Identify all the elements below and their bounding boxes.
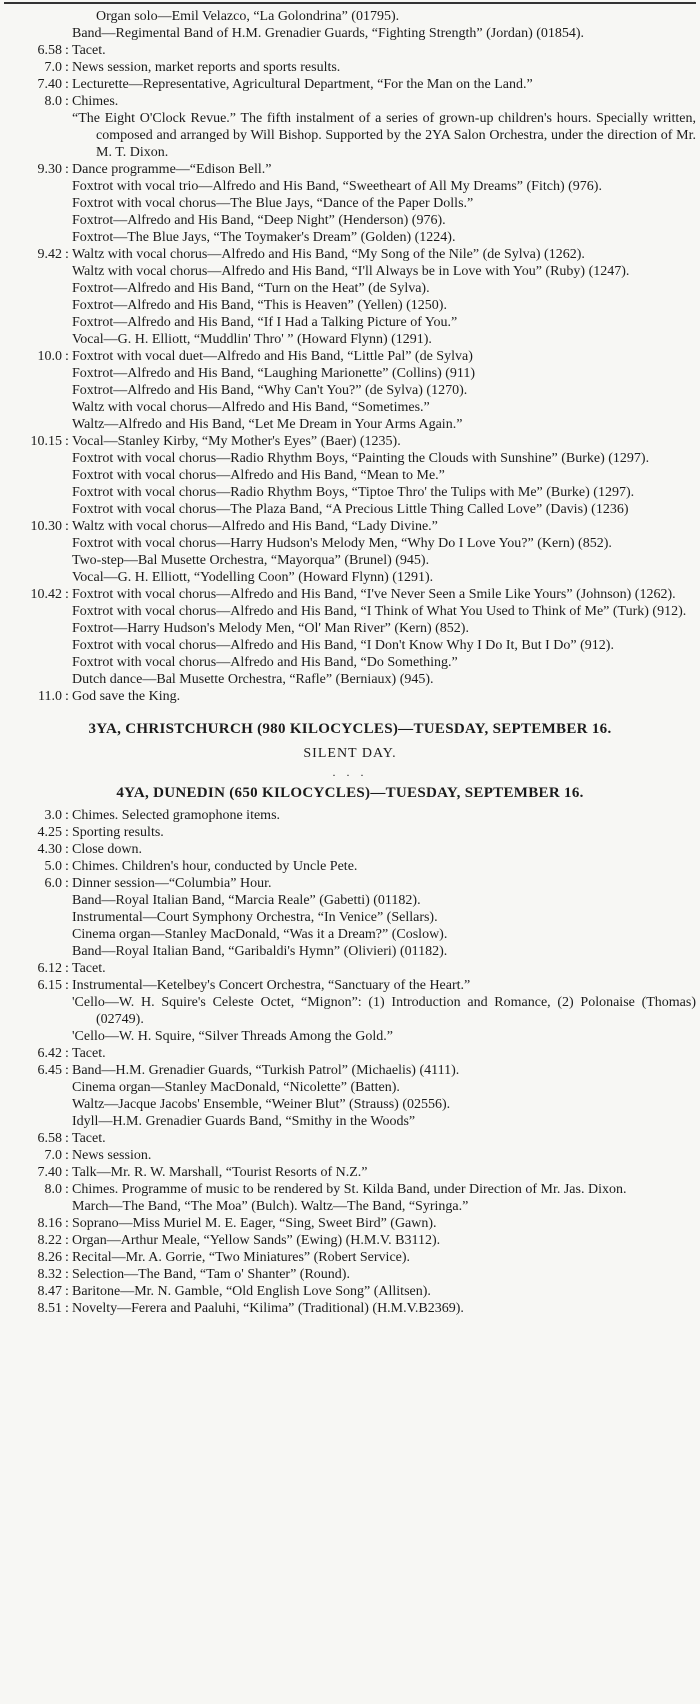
entry-time: 6.42: [37, 1046, 62, 1061]
programme-item: God save the King.: [72, 689, 181, 704]
entry-items: [72, 1266, 696, 1283]
programme-item: Dance programme—“Edison Bell.”: [72, 162, 272, 177]
time-separator: :: [65, 349, 69, 364]
programme-item: Foxtrot with vocal chorus—The Plaza Band, “A Precious Little Thing Called Love” (Davis) (1236): [72, 502, 629, 517]
entry-items: [72, 1062, 696, 1130]
entry-items: [72, 518, 696, 586]
programme-entry: [4, 1164, 696, 1181]
entry-items: [72, 1045, 696, 1062]
entry-items: [72, 1130, 696, 1147]
entry-time: 8.16: [37, 1216, 62, 1231]
time-separator: :: [65, 859, 69, 874]
station-heading-4ya: 4YA, DUNEDIN (650 KILOCYCLES)—TUESDAY, SEPTEMBER 16.: [116, 785, 584, 801]
entry-time: 8.22: [37, 1233, 62, 1248]
programme-item: Foxtrot with vocal chorus—Radio Rhythm Boys, “Tiptoe Thro' the Tulips with Me” (Burke) (1297).: [72, 485, 635, 500]
entry-time: 4.25: [37, 825, 62, 840]
programme-item: Waltz with vocal chorus—Alfredo and His Band, “I'll Always be in Love with You” (Ruby) (1247).: [72, 264, 630, 279]
programme-entry: [4, 1266, 696, 1283]
programme-item: 'Cello—W. H. Squire, “Silver Threads Among the Gold.”: [72, 1029, 393, 1044]
entry-items: [72, 1181, 696, 1215]
entry-time: 3.0: [44, 808, 62, 823]
programme-entry: [4, 246, 696, 348]
entry-time: 7.0: [44, 60, 62, 75]
time-separator: :: [65, 60, 69, 75]
time-separator: :: [65, 1301, 69, 1316]
entry-items: [72, 807, 696, 824]
entry-time: 9.30: [37, 162, 62, 177]
programme-entry: [4, 858, 696, 875]
programme-entry: [4, 1215, 696, 1232]
programme-item: Organ—Arthur Meale, “Yellow Sands” (Ewing) (H.M.V. B3112).: [72, 1233, 441, 1248]
time-separator: :: [65, 808, 69, 823]
programme-entry: [4, 76, 696, 93]
entry-time: 10.42: [30, 587, 62, 602]
programme-item: Chimes. Programme of music to be rendered by St. Kilda Band, under Direction of Mr. Jas. Dixon.: [72, 1182, 627, 1197]
programme-item: Dutch dance—Bal Musette Orchestra, “Rafle” (Berniaux) (945).: [72, 672, 434, 687]
time-separator: :: [65, 1165, 69, 1180]
programme-item: Organ solo—Emil Velazco, “La Golondrina” (01795).: [96, 9, 400, 24]
programme-entry: [4, 348, 696, 433]
programme-entry: [4, 1130, 696, 1147]
programme-entry: [4, 688, 696, 705]
entry-items: [72, 977, 696, 1045]
entry-items: [72, 875, 696, 960]
station-heading-3ya: 3YA, CHRISTCHURCH (980 KILOCYCLES)—TUESDAY, SEPTEMBER 16.: [88, 721, 612, 737]
entry-time: 7.40: [37, 1165, 62, 1180]
entry-time: 6.15: [37, 978, 62, 993]
entry-items: [72, 76, 696, 93]
programme-entry: [4, 1045, 696, 1062]
time-separator: :: [65, 43, 69, 58]
programme-entry: [4, 807, 696, 824]
programme-item: Lecturette—Representative, Agricultural Department, “For the Man on the Land.”: [72, 77, 533, 92]
programme-entry: [4, 42, 696, 59]
top-rule: [4, 2, 696, 4]
time-separator: :: [65, 94, 69, 109]
programme-entry: [4, 518, 696, 586]
programme-item: Foxtrot with vocal chorus—The Blue Jays, “Dance of the Paper Dolls.”: [72, 196, 474, 211]
programme-item: Cinema organ—Stanley MacDonald, “Was it a Dream?” (Coslow).: [72, 927, 448, 942]
entry-items: [72, 1147, 696, 1164]
programme-entry: [4, 433, 696, 518]
entry-items: [72, 841, 696, 858]
time-separator: :: [65, 1267, 69, 1282]
entry-items: [72, 960, 696, 977]
programme-entry: [4, 1300, 696, 1317]
programme-item: Instrumental—Court Symphony Orchestra, “In Venice” (Sellars).: [72, 910, 438, 925]
entry-time: 6.58: [37, 43, 62, 58]
entry-time: 6.58: [37, 1131, 62, 1146]
section-divider-dots: . . .: [332, 765, 368, 779]
programme-item: Foxtrot—Alfredo and His Band, “This is Heaven” (Yellen) (1250).: [72, 298, 447, 313]
programme-entry: [4, 875, 696, 960]
programme-item: Band—Royal Italian Band, “Marcia Reale” (Gabetti) (01182).: [72, 893, 421, 908]
entry-items: [72, 858, 696, 875]
entry-items: [72, 246, 696, 348]
programme-item: Waltz with vocal chorus—Alfredo and His Band, “My Song of the Nile” (de Sylva) (1262).: [72, 247, 585, 262]
time-separator: :: [65, 1250, 69, 1265]
entry-time: 5.0: [44, 859, 62, 874]
entry-time: 8.32: [37, 1267, 62, 1282]
programme-item: Talk—Mr. R. W. Marshall, “Tourist Resorts of N.Z.”: [72, 1165, 368, 1180]
programme-item: Instrumental—Ketelbey's Concert Orchestra, “Sanctuary of the Heart.”: [72, 978, 471, 993]
entry-time: 8.0: [44, 94, 62, 109]
time-separator: :: [65, 1131, 69, 1146]
programme-item: Tacet.: [72, 43, 106, 58]
entry-items: [72, 161, 696, 246]
programme-item: Chimes. Children's hour, conducted by Uncle Pete.: [72, 859, 358, 874]
programme-item: Foxtrot—The Blue Jays, “The Toymaker's Dream” (Golden) (1224).: [72, 230, 456, 245]
programme-entry: [4, 59, 696, 76]
programme-entry: [4, 1181, 696, 1215]
programme-item: Waltz with vocal chorus—Alfredo and His Band, “Lady Divine.”: [72, 519, 438, 534]
entry-items: [72, 93, 696, 161]
programme-item: Vocal—G. H. Elliott, “Muddlin' Thro' ” (Howard Flynn) (1291).: [72, 332, 432, 347]
programme-item: Tacet.: [72, 1131, 106, 1146]
programme-entry: [4, 977, 696, 1045]
programme-item: Band—Royal Italian Band, “Garibaldi's Hymn” (Olivieri) (01182).: [72, 944, 448, 959]
entry-time: 6.0: [44, 876, 62, 891]
programme-item: Foxtrot—Alfredo and His Band, “Deep Night” (Henderson) (976).: [72, 213, 446, 228]
programme-item: Dinner session—“Columbia” Hour.: [72, 876, 272, 891]
programme-item: Foxtrot—Alfredo and His Band, “Laughing Marionette” (Collins) (911): [72, 366, 476, 381]
programme-item: Foxtrot with vocal chorus—Harry Hudson's Melody Men, “Why Do I Love You?” (Kern) (852).: [72, 536, 612, 551]
programme-item: Soprano—Miss Muriel M. E. Eager, “Sing, Sweet Bird” (Gawn).: [72, 1216, 437, 1231]
programme-entry: [4, 8, 696, 42]
programme-item: Foxtrot with vocal chorus—Radio Rhythm Boys, “Painting the Clouds with Sunshine” (Burke) (1297).: [72, 451, 650, 466]
programme-entry: [4, 1232, 696, 1249]
programme-item: Waltz with vocal chorus—Alfredo and His Band, “Sometimes.”: [72, 400, 430, 415]
programme-item: Tacet.: [72, 1046, 106, 1061]
time-separator: :: [65, 1233, 69, 1248]
silent-day-note: SILENT DAY.: [303, 746, 397, 761]
time-separator: :: [65, 1284, 69, 1299]
programme-item: Foxtrot with vocal chorus—Alfredo and His Band, “I Think of What You Used to Think of Me” (Turk) (912).: [72, 604, 687, 619]
entry-items: [72, 1215, 696, 1232]
entry-items: [72, 1232, 696, 1249]
programme-entry: [4, 841, 696, 858]
programme-item: Chimes.: [72, 94, 119, 109]
programme-item: Foxtrot with vocal chorus—Alfredo and His Band, “I've Never Seen a Smile Like Yours” (Johnson) (1262).: [72, 587, 676, 602]
programme-item: Waltz—Alfredo and His Band, “Let Me Dream in Your Arms Again.”: [72, 417, 463, 432]
entry-time: 8.26: [37, 1250, 62, 1265]
time-separator: :: [65, 825, 69, 840]
entry-time: 6.12: [37, 961, 62, 976]
programme-item: Cinema organ—Stanley MacDonald, “Nicolette” (Batten).: [72, 1080, 400, 1095]
time-separator: :: [65, 1046, 69, 1061]
programme-item: Foxtrot with vocal duet—Alfredo and His Band, “Little Pal” (de Sylva): [72, 349, 473, 364]
time-separator: :: [65, 77, 69, 92]
entry-time: 8.47: [37, 1284, 62, 1299]
programme-item: Chimes. Selected gramophone items.: [72, 808, 281, 823]
entry-items: [72, 42, 696, 59]
time-separator: :: [65, 876, 69, 891]
programme-entry: [4, 1147, 696, 1164]
entry-time: 6.45: [37, 1063, 62, 1078]
programme-item: “The Eight O'Clock Revue.” The fifth instalment of a series of grown-up children's hours. Specially written, composed and arranged by Will Bishop. Supported by the 2YA Salon Orchestra, under the direction of Mr. M. T. Dixon.: [72, 111, 696, 160]
programme-item: Foxtrot with vocal chorus—Alfredo and His Band, “Mean to Me.”: [72, 468, 445, 483]
entry-time: 7.0: [44, 1148, 62, 1163]
programme-item: Foxtrot with vocal chorus—Alfredo and His Band, “I Don't Know Why I Do It, But I Do” (912).: [72, 638, 614, 653]
programme-entry: [4, 93, 696, 161]
time-separator: :: [65, 247, 69, 262]
programme-item: Baritone—Mr. N. Gamble, “Old English Love Song” (Allitsen).: [72, 1284, 431, 1299]
programme-entry: [4, 960, 696, 977]
programme-entry: [4, 586, 696, 688]
time-separator: :: [65, 1148, 69, 1163]
entry-items: [72, 8, 696, 42]
entry-time: 11.0: [38, 689, 62, 704]
programme-item: March—The Band, “The Moa” (Bulch). Waltz—The Band, “Syringa.”: [72, 1199, 469, 1214]
programme-4ya: [4, 807, 696, 1317]
time-separator: :: [65, 162, 69, 177]
programme-item: Sporting results.: [72, 825, 164, 840]
entry-time: 7.40: [37, 77, 62, 92]
programme-item: Close down.: [72, 842, 142, 857]
time-separator: :: [65, 587, 69, 602]
programme-page: [4, 8, 696, 1317]
programme-item: Foxtrot with vocal trio—Alfredo and His Band, “Sweetheart of All My Dreams” (Fitch) (976).: [72, 179, 602, 194]
programme-item: News session, market reports and sports results.: [72, 60, 341, 75]
time-separator: :: [65, 1182, 69, 1197]
time-separator: :: [65, 434, 69, 449]
programme-item: Tacet.: [72, 961, 106, 976]
programme-2ya-continued: [4, 8, 696, 705]
programme-entry: [4, 1249, 696, 1266]
programme-item: 'Cello—W. H. Squire's Celeste Octet, “Mignon”: (1) Introduction and Romance, (2) Polonaise (Thomas) (02749).: [72, 995, 696, 1027]
entry-time: 8.0: [44, 1182, 62, 1197]
entry-time: 10.30: [30, 519, 62, 534]
programme-item: Foxtrot—Alfredo and His Band, “If I Had a Talking Picture of You.”: [72, 315, 458, 330]
programme-item: Two-step—Bal Musette Orchestra, “Mayorqua” (Brunel) (945).: [72, 553, 430, 568]
time-separator: :: [65, 1216, 69, 1231]
programme-item: News session.: [72, 1148, 152, 1163]
programme-item: Foxtrot—Alfredo and His Band, “Why Can't You?” (de Sylva) (1270).: [72, 383, 468, 398]
programme-item: Recital—Mr. A. Gorrie, “Two Miniatures” (Robert Service).: [72, 1250, 411, 1265]
programme-entry: [4, 824, 696, 841]
time-separator: :: [65, 961, 69, 976]
programme-item: Idyll—H.M. Grenadier Guards Band, “Smithy in the Woods”: [72, 1114, 416, 1129]
programme-item: Vocal—Stanley Kirby, “My Mother's Eyes” (Baer) (1235).: [72, 434, 401, 449]
entry-time: 10.0: [37, 349, 62, 364]
entry-time: 10.15: [30, 434, 62, 449]
programme-item: Foxtrot with vocal chorus—Alfredo and His Band, “Do Something.”: [72, 655, 458, 670]
entry-items: [72, 1164, 696, 1181]
programme-item: Band—Regimental Band of H.M. Grenadier Guards, “Fighting Strength” (Jordan) (01854).: [72, 26, 585, 41]
entry-items: [72, 824, 696, 841]
entry-items: [72, 348, 696, 433]
time-separator: :: [65, 519, 69, 534]
entry-items: [72, 59, 696, 76]
entry-time: 8.51: [37, 1301, 62, 1316]
programme-item: Selection—The Band, “Tam o' Shanter” (Round).: [72, 1267, 350, 1282]
entry-items: [72, 1249, 696, 1266]
entry-items: [72, 586, 696, 688]
programme-item: Foxtrot—Harry Hudson's Melody Men, “Ol' Man River” (Kern) (852).: [72, 621, 469, 636]
programme-item: Novelty—Ferera and Paaluhi, “Kilima” (Traditional) (H.M.V.B2369).: [72, 1301, 464, 1316]
programme-item: Vocal—G. H. Elliott, “Yodelling Coon” (Howard Flynn) (1291).: [72, 570, 434, 585]
programme-entry: [4, 161, 696, 246]
entry-time: 9.42: [37, 247, 62, 262]
programme-entry: [4, 1283, 696, 1300]
time-separator: :: [65, 978, 69, 993]
time-separator: :: [65, 689, 69, 704]
entry-items: [72, 688, 696, 705]
entry-items: [72, 1300, 696, 1317]
time-separator: :: [65, 842, 69, 857]
entry-items: [72, 1283, 696, 1300]
entry-items: [72, 433, 696, 518]
entry-time: 4.30: [37, 842, 62, 857]
time-separator: :: [65, 1063, 69, 1078]
programme-entry: [4, 1062, 696, 1130]
programme-item: Waltz—Jacque Jacobs' Ensemble, “Weiner Blut” (Strauss) (02556).: [72, 1097, 451, 1112]
programme-item: Band—H.M. Grenadier Guards, “Turkish Patrol” (Michaelis) (4111).: [72, 1063, 460, 1078]
programme-item: Foxtrot—Alfredo and His Band, “Turn on the Heat” (de Sylva).: [72, 281, 430, 296]
